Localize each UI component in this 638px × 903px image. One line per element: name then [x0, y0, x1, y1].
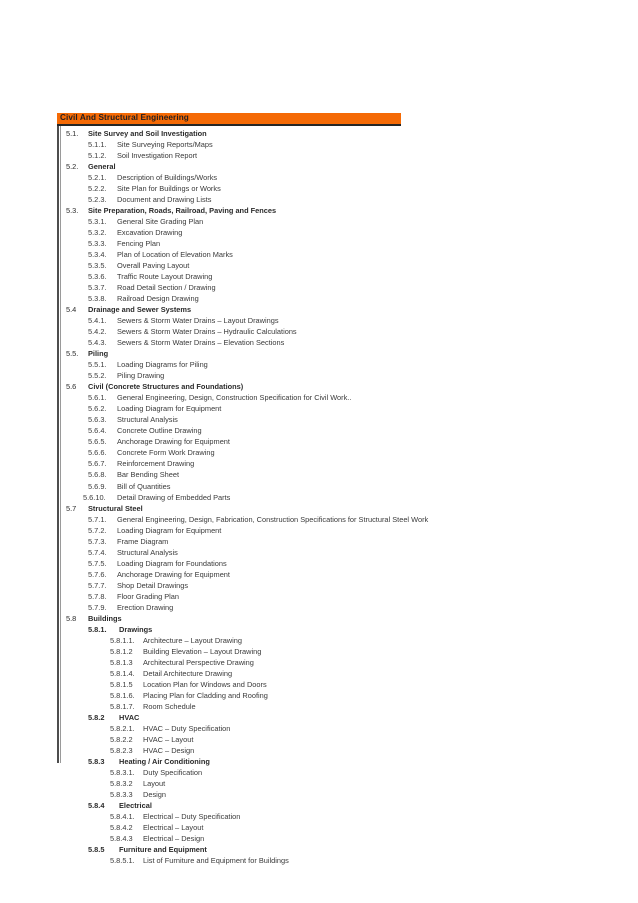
- toc-entry-label: Bar Bending Sheet: [117, 470, 180, 480]
- toc-entry: [57, 139, 617, 150]
- toc-entry-number: 5.1.1.: [88, 140, 107, 150]
- toc-entry: [57, 822, 617, 833]
- toc-entry: [57, 844, 617, 855]
- toc-entry-label: Site Plan for Buildings or Works: [117, 184, 221, 194]
- toc-entry-number: 5.8.2: [88, 712, 105, 722]
- toc-entry-label: Concrete Form Work Drawing: [117, 448, 215, 458]
- toc-entry-number: 5.5.2.: [88, 371, 107, 381]
- toc-entry-number: 5.3.5.: [88, 261, 107, 271]
- toc-entry: [57, 668, 617, 679]
- toc-entry: [57, 657, 617, 668]
- toc-entry-number: 5.6.2.: [88, 404, 107, 414]
- toc-entry: [57, 425, 617, 436]
- toc-entry-number: 5.8.3.2: [110, 778, 133, 788]
- toc-entry-number: 5.2.3.: [88, 195, 107, 205]
- toc-entry-number: 5.7.4.: [88, 547, 107, 557]
- toc-entry-number: 5.1.2.: [88, 151, 107, 161]
- toc-entry: [57, 679, 617, 690]
- toc-entry-label: Excavation Drawing: [117, 228, 183, 238]
- toc-entry: [57, 469, 617, 480]
- toc-entry: [57, 646, 617, 657]
- toc-entry-number: 5.6: [66, 382, 77, 392]
- toc-entry: [57, 481, 617, 492]
- toc-entry-label: Placing Plan for Cladding and Roofing: [143, 690, 268, 700]
- toc-entry: [57, 756, 617, 767]
- toc-entry-label: Layout: [143, 778, 166, 788]
- toc-entry-label: Room Schedule: [143, 701, 196, 711]
- toc-entry-label: Electrical – Duty Specification: [143, 811, 241, 821]
- toc-entry-number: 5.8.1.5: [110, 679, 133, 689]
- toc-entry-number: 5.3.1.: [88, 217, 107, 227]
- toc-entry-label: Plan of Location of Elevation Marks: [117, 250, 233, 260]
- toc-entry-label: Shop Detail Drawings: [117, 580, 189, 590]
- toc-entry-number: 5.3.8.: [88, 294, 107, 304]
- toc-entry-label: Road Detail Section / Drawing: [117, 283, 216, 293]
- toc-entry: [57, 624, 617, 635]
- toc-entry: [57, 811, 617, 822]
- toc-entry-number: 5.7.2.: [88, 525, 107, 535]
- toc-entry-label: Electrical: [119, 800, 152, 810]
- toc-entry-label: Electrical – Layout: [143, 822, 204, 832]
- toc-entry: [57, 436, 617, 447]
- toc-entry-number: 5.8: [66, 613, 77, 623]
- toc-entry-label: Electrical – Design: [143, 834, 205, 843]
- toc-entry-number: 5.6.10.: [83, 492, 106, 502]
- toc-entry-number: 5.8.3: [88, 756, 105, 766]
- toc-entry-number: 5.2.: [66, 162, 79, 172]
- toc-entry-number: 5.7.3.: [88, 536, 107, 546]
- toc-entry-number: 5.3.7.: [88, 283, 107, 293]
- toc-entry-label: Detail Architecture Drawing: [143, 668, 233, 678]
- toc-entry-label: Traffic Route Layout Drawing: [117, 272, 213, 282]
- toc-entry-label: Building Elevation – Layout Drawing: [143, 646, 262, 656]
- toc-entry-label: Erection Drawing: [117, 602, 174, 612]
- toc-entry-number: 5.7: [66, 503, 77, 513]
- toc-entry-number: 5.8.1.1.: [110, 635, 135, 645]
- toc-entry-label: Architectural Perspective Drawing: [143, 657, 254, 667]
- toc-entry: [57, 260, 617, 271]
- toc-entry: [57, 326, 617, 337]
- toc-entry-number: 5.8.1.3: [110, 657, 133, 667]
- toc-entry: [57, 712, 617, 723]
- toc-entry-number: 5.6.3.: [88, 415, 107, 425]
- toc-entry: [57, 392, 617, 403]
- toc-entry-label: Concrete Outline Drawing: [117, 426, 202, 436]
- toc-entry: [57, 569, 617, 580]
- toc-entry: [57, 304, 617, 315]
- toc-entry-label: General Engineering, Design, Construction Specification for Civil Work..: [117, 393, 352, 403]
- toc-entry-label: Description of Buildings/Works: [117, 173, 218, 183]
- toc-entry: [57, 315, 617, 326]
- toc-entry-number: 5.3.4.: [88, 250, 107, 260]
- toc-entry: [57, 855, 617, 866]
- toc-entry-number: 5.4.2.: [88, 327, 107, 337]
- toc-entry: [57, 690, 617, 701]
- toc-entry: [57, 227, 617, 238]
- toc-entry-label: General: [88, 162, 116, 172]
- toc-entry-label: General Site Grading Plan: [117, 217, 204, 227]
- toc-entry: [57, 381, 617, 392]
- toc-entry-label: Detail Drawing of Embedded Parts: [117, 492, 231, 502]
- toc-entry-label: Floor Grading Plan: [117, 591, 180, 601]
- toc-entry: [57, 833, 617, 844]
- toc-entry: [57, 414, 617, 425]
- toc-entry-number: 5.4.1.: [88, 316, 107, 326]
- toc-entry: [57, 238, 617, 249]
- toc-entry-label: Duty Specification: [143, 767, 203, 777]
- toc-entry: [57, 337, 617, 348]
- toc-entry-label: Furniture and Equipment: [119, 845, 207, 855]
- toc-entry-number: 5.3.2.: [88, 228, 107, 238]
- toc-entry-number: 5.7.1.: [88, 514, 107, 524]
- toc-entry: [57, 558, 617, 569]
- toc-entry-label: Railroad Design Drawing: [117, 294, 199, 304]
- toc-entry-label: Loading Diagrams for Piling: [117, 360, 208, 370]
- toc-entry-label: Anchorage Drawing for Equipment: [117, 569, 230, 579]
- toc-entry: [57, 128, 617, 139]
- toc-entry: [57, 789, 617, 800]
- toc-entry-label: HVAC – Duty Specification: [143, 723, 231, 733]
- toc-entry-label: HVAC – Design: [143, 745, 195, 755]
- toc-entry-label: Sewers & Storm Water Drains – Hydraulic Calculations: [117, 327, 297, 337]
- toc-entry: [57, 635, 617, 646]
- toc-entry-number: 5.8.1.7.: [110, 701, 135, 711]
- toc-entry-number: 5.8.4: [88, 800, 105, 810]
- toc-entry-label: Architecture – Layout Drawing: [143, 635, 243, 645]
- toc-entry: [57, 591, 617, 602]
- toc-entry-number: 5.8.1.2: [110, 646, 133, 656]
- toc-entry-label: Loading Diagram for Equipment: [117, 404, 222, 414]
- toc-entry: [57, 602, 617, 613]
- toc-entry-number: 5.8.2.1.: [110, 723, 135, 733]
- toc-entry-label: Site Surveying Reports/Maps: [117, 140, 213, 150]
- toc-entry-label: Fencing Plan: [117, 239, 161, 249]
- toc-entry-label: Structural Analysis: [117, 415, 178, 425]
- toc-entry-label: Design: [143, 789, 167, 799]
- toc-entry: [57, 161, 617, 172]
- toc-entry: [57, 503, 617, 514]
- toc-entry-number: 5.4.3.: [88, 338, 107, 348]
- toc-entry-number: 5.6.1.: [88, 393, 107, 403]
- toc-entry: [57, 348, 617, 359]
- toc-entry-number: 5.8.2.3: [110, 745, 133, 755]
- toc-entry-label: Location Plan for Windows and Doors: [143, 679, 267, 689]
- toc-entry-number: 5.7.7.: [88, 580, 107, 590]
- toc-entry-number: 5.5.1.: [88, 360, 107, 370]
- toc-entry-number: 5.8.3.3: [110, 789, 133, 799]
- toc-entry: [57, 745, 617, 756]
- toc-entry-number: 5.8.5.1.: [110, 856, 135, 866]
- toc-entry-label: Piling Drawing: [117, 371, 165, 381]
- toc-entry-number: 5.2.2.: [88, 184, 107, 194]
- toc-entry-label: Drainage and Sewer Systems: [88, 305, 192, 315]
- toc-entry: [57, 458, 617, 469]
- toc-entry-label: HVAC: [119, 712, 140, 722]
- toc-entry-label: Soil Investigation Report: [117, 151, 198, 161]
- table-of-contents: [57, 128, 617, 866]
- toc-entry: [57, 194, 617, 205]
- section-header-bar: [57, 113, 401, 126]
- toc-entry-label: Reinforcement Drawing: [117, 459, 195, 469]
- toc-entry-label: Anchorage Drawing for Equipment: [117, 437, 230, 447]
- toc-entry-label: Drawings: [119, 624, 153, 634]
- toc-entry-label: Civil (Concrete Structures and Foundations): [88, 382, 244, 392]
- toc-entry: [57, 701, 617, 712]
- toc-entry-label: List of Furniture and Equipment for Buildings: [143, 856, 289, 866]
- toc-entry: [57, 514, 617, 525]
- toc-entry-number: 5.7.9.: [88, 602, 107, 612]
- toc-entry-number: 5.7.5.: [88, 558, 107, 568]
- toc-entry-label: Site Preparation, Roads, Railroad, Paving and Fences: [88, 206, 277, 216]
- toc-entry: [57, 767, 617, 778]
- toc-entry: [57, 216, 617, 227]
- toc-entry-number: 5.6.5.: [88, 437, 107, 447]
- toc-entry-label: Site Survey and Soil Investigation: [88, 129, 207, 138]
- toc-entry-number: 5.6.8.: [88, 470, 107, 480]
- toc-entry-number: 5.8.4.3: [110, 834, 133, 843]
- toc-entry-number: 5.2.1.: [88, 173, 107, 183]
- toc-entry: [57, 536, 617, 547]
- toc-entry-label: Loading Diagram for Foundations: [117, 558, 227, 568]
- toc-entry: [57, 293, 617, 304]
- toc-entry-number: 5.1.: [66, 129, 79, 138]
- toc-entry: [57, 734, 617, 745]
- toc-entry: [57, 447, 617, 458]
- toc-entry-label: Heating / Air Conditioning: [119, 756, 210, 766]
- toc-entry-label: Piling: [88, 349, 109, 359]
- toc-entry-number: 5.7.6.: [88, 569, 107, 579]
- toc-entry: [57, 183, 617, 194]
- toc-entry: [57, 800, 617, 811]
- toc-entry: [57, 525, 617, 536]
- toc-entry-number: 5.3.6.: [88, 272, 107, 282]
- toc-entry-label: Structural Steel: [88, 503, 143, 513]
- toc-entry-number: 5.3.3.: [88, 239, 107, 249]
- toc-entry-label: Sewers & Storm Water Drains – Elevation Sections: [117, 338, 285, 348]
- toc-entry-label: General Engineering, Design, Fabrication, Construction Specifications for Structural Steel Work: [117, 514, 429, 524]
- toc-entry: [57, 359, 617, 370]
- toc-entry-number: 5.8.5: [88, 845, 105, 855]
- toc-entry-label: Loading Diagram for Equipment: [117, 525, 222, 535]
- toc-entry-number: 5.6.7.: [88, 459, 107, 469]
- toc-entry-number: 5.8.1.4.: [110, 668, 135, 678]
- toc-entry: [57, 492, 617, 503]
- toc-entry-number: 5.7.8.: [88, 591, 107, 601]
- toc-entry: [57, 205, 617, 216]
- toc-entry-number: 5.3.: [66, 206, 79, 216]
- toc-entry-number: 5.8.4.2: [110, 822, 133, 832]
- toc-entry-label: Structural Analysis: [117, 547, 178, 557]
- toc-entry-number: 5.6.6.: [88, 448, 107, 458]
- toc-entry-number: 5.8.4.1.: [110, 811, 135, 821]
- toc-entry: [57, 172, 617, 183]
- toc-entry: [57, 778, 617, 789]
- toc-entry-number: 5.6.9.: [88, 481, 107, 491]
- toc-entry-number: 5.4: [66, 305, 77, 315]
- toc-entry-label: Frame Diagram: [117, 536, 169, 546]
- toc-entry: [57, 547, 617, 558]
- toc-entry: [57, 403, 617, 414]
- toc-entry: [57, 271, 617, 282]
- toc-entry: [57, 580, 617, 591]
- section-header-title: Civil And Structural Engineering: [60, 113, 189, 122]
- toc-entry: [57, 150, 617, 161]
- toc-entry-label: HVAC – Layout: [143, 734, 194, 744]
- toc-entry-number: 5.8.1.: [88, 624, 107, 634]
- toc-entry: [57, 370, 617, 381]
- toc-entry-label: Bill of Quantities: [117, 481, 171, 491]
- toc-entry: [57, 613, 617, 624]
- toc-entry: [57, 282, 617, 293]
- toc-entry-number: 5.5.: [66, 349, 79, 359]
- toc-entry-number: 5.8.3.1.: [110, 767, 135, 777]
- toc-entry-number: 5.6.4.: [88, 426, 107, 436]
- toc-entry-number: 5.8.1.6.: [110, 690, 135, 700]
- toc-entry-number: 5.8.2.2: [110, 734, 133, 744]
- toc-entry: [57, 249, 617, 260]
- toc-entry: [57, 723, 617, 734]
- toc-entry-label: Overall Paving Layout: [117, 261, 190, 271]
- toc-entry-label: Document and Drawing Lists: [117, 195, 212, 205]
- toc-entry-label: Sewers & Storm Water Drains – Layout Drawings: [117, 316, 279, 326]
- toc-entry-label: Buildings: [88, 613, 122, 623]
